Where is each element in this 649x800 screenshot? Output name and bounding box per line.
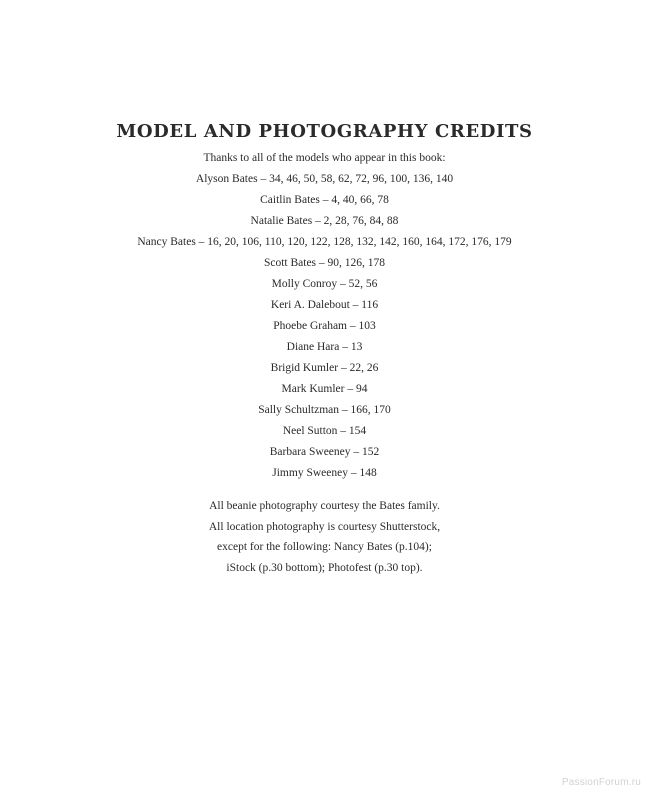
page-title: MODEL AND PHOTOGRAPHY CREDITS: [116, 121, 533, 142]
credit-line: Molly Conroy – 52, 56: [271, 278, 378, 290]
credit-line: Brigid Kumler – 22, 26: [270, 362, 379, 374]
credit-line: Alyson Bates – 34, 46, 50, 58, 62, 72, 96, 100, 136, 140: [195, 173, 454, 185]
note-line: All location photography is courtesy Shutterstock,: [208, 520, 441, 533]
credit-line: Natalie Bates – 2, 28, 76, 84, 88: [250, 215, 399, 227]
credit-line: Scott Bates – 90, 126, 178: [263, 257, 386, 269]
credit-line: Jimmy Sweeney – 148: [272, 467, 377, 479]
watermark: PassionForum.ru: [561, 777, 641, 788]
credit-line: Mark Kumler – 94: [281, 383, 368, 395]
credit-line: Phoebe Graham – 103: [273, 320, 376, 332]
credit-line: Nancy Bates – 16, 20, 106, 110, 120, 122, 128, 132, 142, 160, 164, 172, 176, 179: [137, 236, 512, 248]
credit-line: Caitlin Bates – 4, 40, 66, 78: [260, 194, 389, 206]
note-line: All beanie photography courtesy the Bates family.: [209, 500, 440, 512]
credit-line: Barbara Sweeney – 152: [269, 446, 380, 458]
intro-text: Thanks to all of the models who appear in this book:: [203, 152, 446, 164]
credit-line: Keri A. Dalebout – 116: [270, 299, 379, 311]
model-credits-list: [0, 171, 649, 486]
note-line: except for the following: Nancy Bates (p.104);: [217, 541, 432, 553]
credit-line: Neel Sutton – 154: [282, 425, 367, 437]
note-line: iStock (p.30 bottom); Photofest (p.30 top).: [226, 561, 423, 574]
credit-line: Sally Schultzman – 166, 170: [258, 404, 391, 416]
credit-line: Diane Hara – 13: [286, 341, 363, 353]
photography-notes: [0, 498, 649, 580]
